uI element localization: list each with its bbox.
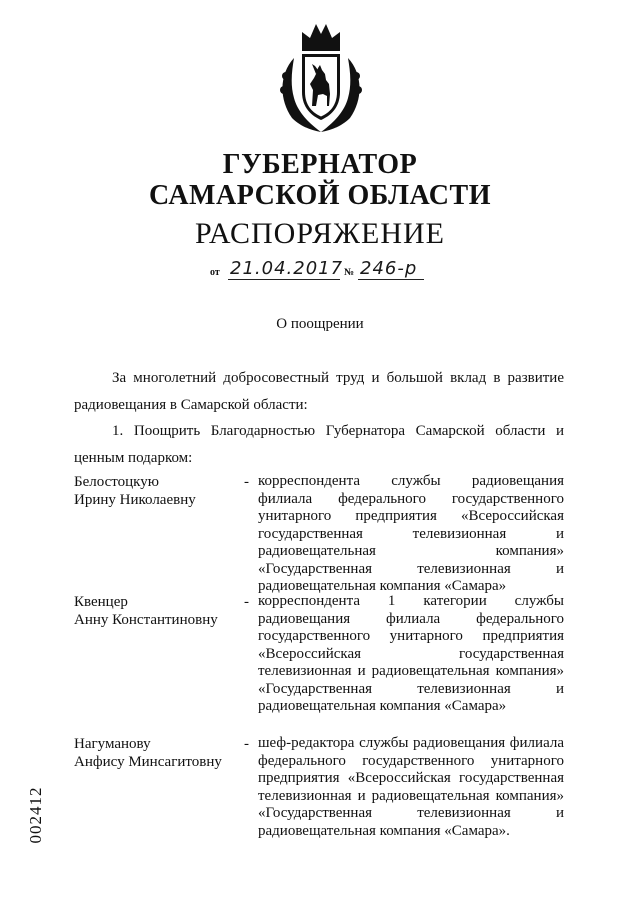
handwritten-number: 246-р — [360, 258, 418, 279]
date-label: от — [210, 267, 220, 278]
recipient-surname: Белостоцкую — [74, 474, 159, 490]
recipient-name — [74, 473, 244, 509]
number-label: № — [344, 267, 355, 278]
registration-line — [210, 258, 450, 282]
issuer-title-line2: САМАРСКОЙ ОБЛАСТИ — [149, 180, 491, 211]
issuer-title-line1: ГУБЕРНАТОР — [222, 149, 418, 180]
recipient-position: шеф-редактора службы радиовещания филиала федерального государственного унитарного предприятия «Всероссийская государственная телевизионная и радиовещательная компания» «Государственная телевизионная и радиовещательная компания «Самара». — [258, 735, 564, 839]
recipient-surname: Квенцер — [74, 594, 128, 610]
samara-coat-of-arms-icon — [272, 18, 370, 136]
recipient-given-name: Анфису Минсагитовну — [74, 754, 222, 770]
recipient-given-name: Ирину Николаевну — [74, 492, 196, 508]
recipient-dash: - — [244, 474, 249, 490]
recipient-given-name: Анну Константиновну — [74, 612, 218, 628]
preamble-paragraph — [74, 365, 564, 419]
clause-1-text: 1. Поощрить Благодарностью Губернатора Самарской области и ценным подарком: — [74, 423, 564, 466]
recipient-name — [74, 593, 244, 629]
recipient-position: корреспондента 1 категории службы радиовещания филиала федерального государственного унитарного предприятия «Всероссийская государственная телевизионная и радиовещательная компания» «Государственная телевизионная и радиовещательная компания «Самара» — [258, 593, 564, 714]
document-type-title: РАСПОРЯЖЕНИЕ — [194, 217, 446, 250]
recipient-dash: - — [244, 736, 249, 752]
recipient-position: корреспондента службы радиовещания филиала федерального государственного унитарного предприятия «Всероссийская государственная телевизионная и радиовещательная компания» «Государственная телевизионная и радиовещательная компания «Самара» — [258, 473, 564, 594]
side-stamp-text: 002412 — [26, 786, 45, 844]
clause-1-paragraph — [74, 418, 564, 472]
document-subject: О поощрении — [276, 316, 364, 332]
handwritten-date: 21.04.2017 — [230, 258, 344, 279]
date-underline — [228, 279, 340, 280]
preamble-text: За многолетний добросовестный труд и большой вклад в развитие радиовещания в Самарской области: — [74, 370, 564, 413]
side-stamp-number — [26, 770, 46, 860]
number-underline — [358, 279, 424, 280]
recipient-dash: - — [244, 594, 249, 610]
recipient-surname: Нагуманову — [74, 736, 151, 752]
recipient-name — [74, 735, 244, 771]
